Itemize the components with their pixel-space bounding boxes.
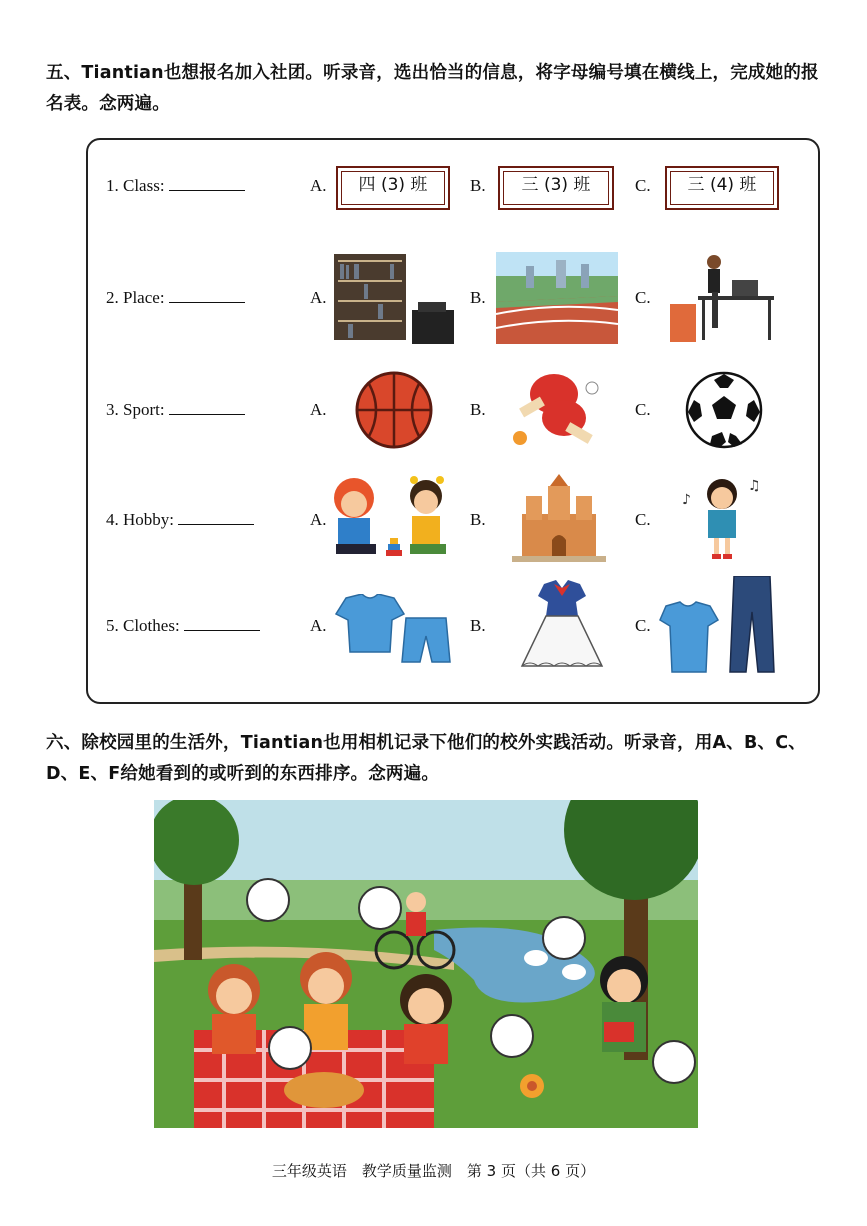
library-icon	[334, 250, 456, 346]
option-letter-a: A.	[310, 616, 327, 635]
section5-title: 五、Tiantian也想报名加入社团。听录音，选出恰当的信息，将字母编号填在横线上，完成她的报名表。念两遍。	[46, 63, 819, 114]
question-label: 2. Place:	[106, 288, 245, 308]
class-option-c: 三 (4) 班	[665, 166, 779, 210]
t-shirt-shorts-icon	[334, 594, 454, 666]
answer-circle-4[interactable]	[268, 1026, 312, 1070]
option-letter-c: C.	[635, 288, 651, 307]
question-row-clothes	[88, 576, 818, 686]
park-picnic-scene	[154, 800, 698, 1128]
option-letter-b: B.	[470, 176, 486, 195]
answer-circle-3[interactable]	[542, 916, 586, 960]
option-letter-b: B.	[470, 510, 486, 529]
ping-pong-icon	[506, 368, 606, 452]
t-shirt-jeans-icon	[656, 576, 778, 674]
question-row-place	[88, 250, 818, 360]
svg-text:♫: ♫	[748, 478, 761, 494]
option-letter-c: C.	[635, 510, 651, 529]
registration-form-box	[86, 138, 820, 704]
svg-text:♪: ♪	[682, 492, 691, 508]
answer-blank[interactable]	[169, 288, 245, 303]
option-letter-a: A.	[310, 400, 327, 419]
class-option-b: 三 (3) 班	[498, 166, 614, 210]
answer-circle-5[interactable]	[490, 1014, 534, 1058]
option-letter-b: B.	[470, 400, 486, 419]
answer-circle-2[interactable]	[358, 886, 402, 930]
singing-girl-icon	[682, 474, 762, 560]
option-letter-b: B.	[470, 288, 486, 307]
dress-icon	[516, 580, 608, 672]
playing-toys-icon	[330, 474, 454, 564]
answer-circle-1[interactable]	[246, 878, 290, 922]
question-row-sport	[88, 364, 818, 474]
question-label: 4. Hobby:	[106, 510, 254, 530]
option-letter-c: C.	[635, 400, 651, 419]
answer-blank[interactable]	[184, 616, 260, 631]
playground-icon	[496, 252, 618, 344]
option-letter-a: A.	[310, 288, 327, 307]
option-letter-b: B.	[470, 616, 486, 635]
answer-circle-6[interactable]	[652, 1040, 696, 1084]
football-icon	[684, 370, 764, 450]
option-letter-a: A.	[310, 176, 327, 195]
office-icon	[668, 252, 778, 344]
option-letter-a: A.	[310, 510, 327, 529]
basketball-icon	[354, 370, 434, 450]
question-label: 1. Class:	[106, 176, 245, 196]
question-label: 5. Clothes:	[106, 616, 260, 636]
option-letter-c: C.	[635, 616, 651, 635]
answer-blank[interactable]	[169, 400, 245, 415]
class-option-a: 四 (3) 班	[336, 166, 450, 210]
answer-blank[interactable]	[178, 510, 254, 525]
park-scene-illustration	[154, 800, 698, 1128]
page-footer: 三年级英语 教学质量监测 第 3 页（共 6 页）	[271, 1162, 596, 1180]
section6-title: 六、除校园里的生活外，Tiantian也用相机记录下他们的校外实践活动。听录音，用A、B、C、D、E、F给她看到的或听到的东西排序。念两遍。	[46, 733, 806, 784]
question-label: 3. Sport:	[106, 400, 245, 420]
sandcastle-icon	[512, 474, 606, 562]
question-row-hobby	[88, 474, 818, 584]
answer-blank[interactable]	[169, 176, 245, 191]
option-letter-c: C.	[635, 176, 651, 195]
